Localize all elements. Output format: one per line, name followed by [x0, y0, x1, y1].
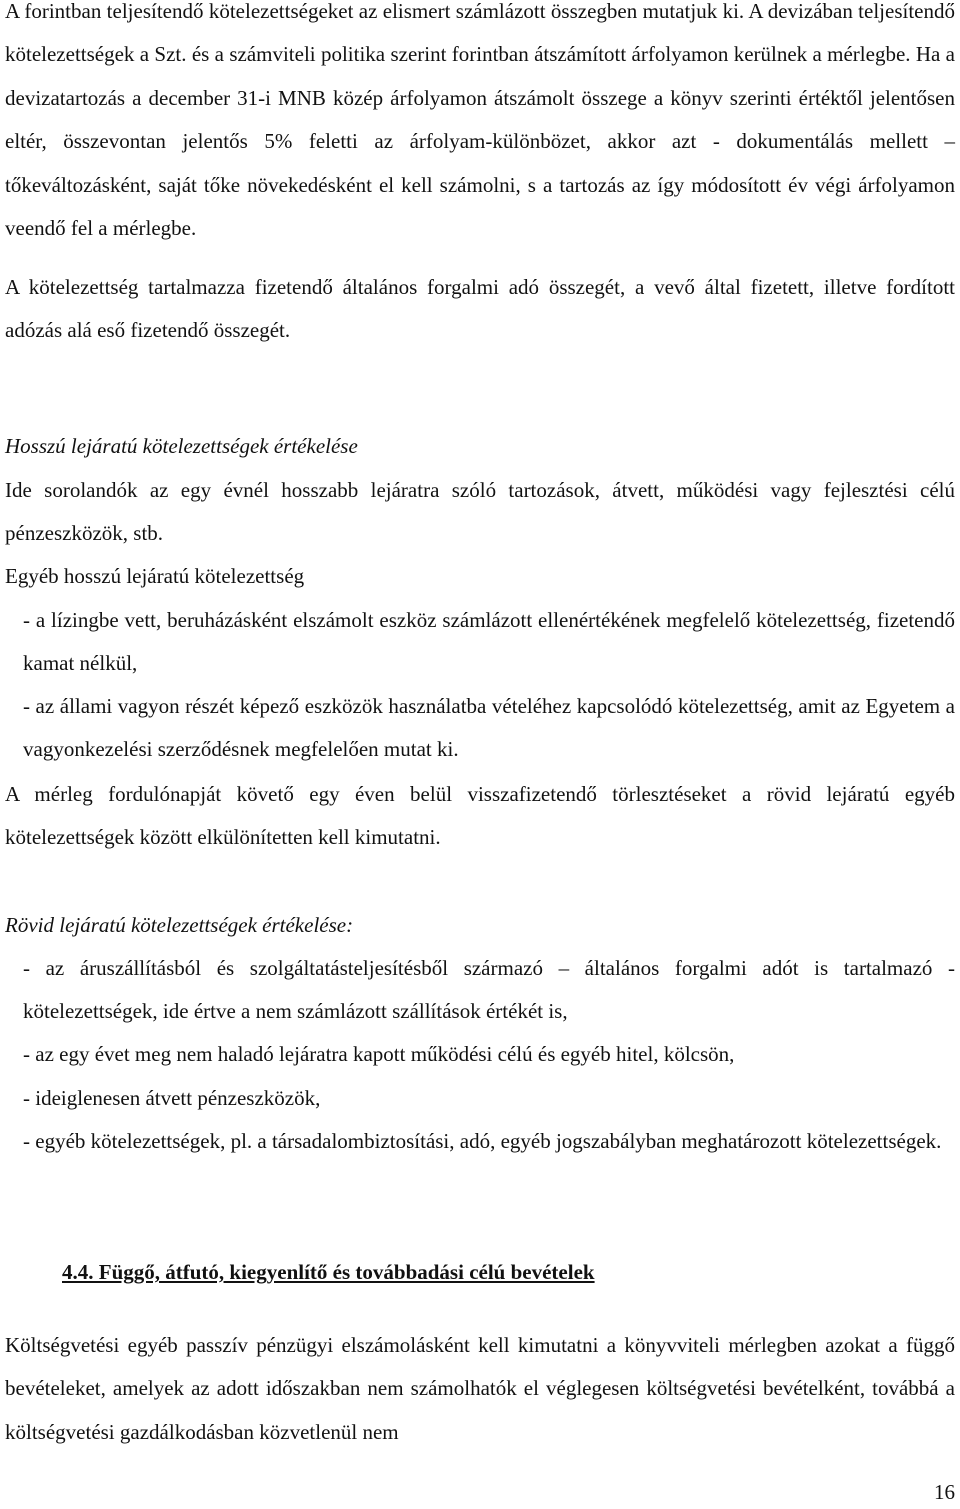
section-heading-4-4: 4.4. Függő, átfutó, kiegyenlítő és továbbadási célú bevételek [62, 1260, 595, 1284]
list-item-temporary-funds: - ideiglenesen átvett pénzeszközök, [23, 1086, 321, 1110]
paragraph-vat-content: A kötelezettség tartalmazza fizetendő általános forgalmi adó összegét, a vevő által fizetett, illetve fordított adózás alá eső fizetendő összegét. [5, 275, 955, 343]
list-item-supplies: - az áruszállításból és szolgáltatásteljesítésből származó – általános forgalmi adót is tartalmazó - kötelezettségek, ide értve a nem számlázott szállítások értékét is, [23, 956, 955, 1024]
paragraph-repayments: A mérleg fordulónapját követő egy éven belül visszafizetendő törlesztéseket a rövid lejáratú egyéb kötelezettségek között elkülönítetten kell kimutatni. [5, 782, 955, 850]
heading-long-term-liabilities: Hosszú lejáratú kötelezettségek értékelése [5, 434, 358, 458]
list-item-leasing: - a lízingbe vett, beruházásként elszámolt eszköz számlázott ellenértékének megfelelő kötelezettség, fizetendő kamat nélkül, [23, 608, 955, 676]
list-item-other-obligations: - egyéb kötelezettségek, pl. a társadalombiztosítási, adó, egyéb jogszabályban meghatározott kötelezettségek. [23, 1129, 942, 1153]
paragraph-other-long-term: Egyéb hosszú lejáratú kötelezettség [5, 564, 305, 588]
list-item-state-assets: - az állami vagyon részét képező eszközök használatba vételéhez kapcsolódó kötelezettség, amit az Egyetem a vagyonkezelési szerződésnek megfelelően mutat ki. [23, 694, 955, 762]
list-item-loans: - az egy évet meg nem haladó lejáratra kapott működési célú és egyéb hitel, kölcsön, [23, 1042, 735, 1066]
paragraph-pending-revenues: Költségvetési egyéb passzív pénzügyi elszámolásként kell kimutatni a könyvviteli mérlegben azokat a függő bevételeket, amelyek az adott időszakban nem számolhatók el véglegesen költségvetési bevételként, továbbá a költségvetési gazdálkodásban közvetlenül nem [5, 1333, 955, 1444]
heading-short-term-liabilities: Rövid lejáratú kötelezettségek értékelése: [5, 913, 354, 937]
paragraph-foreign-currency: A forintban teljesítendő kötelezettségeket az elismert számlázott összegben mutatjuk ki. A devizában teljesítendő kötelezettségek a Szt. és a számviteli politika szerint forintban átszámított árfolyamon kerülnek a mérlegbe. Ha a devizatartozás a december 31-i MNB közép árfolyamon átszámolt összege a könyv szerinti értéktől jelentősen eltér, összevontan jelentős 5% feletti az árfolyam-különbözet, akkor azt - dokumentálás mellett – tőkeváltozásként, saját tőke növekedésként el kell számolni, s a tartozás az így módosított év végi árfolyamon veendő fel a mérlegbe. [5, 0, 955, 241]
paragraph-long-term-definition: Ide sorolandók az egy évnél hosszabb lejáratra szóló tartozások, átvett, működési vagy fejlesztési célú pénzeszközök, stb. [5, 478, 955, 546]
page-number: 16 [934, 1480, 955, 1504]
